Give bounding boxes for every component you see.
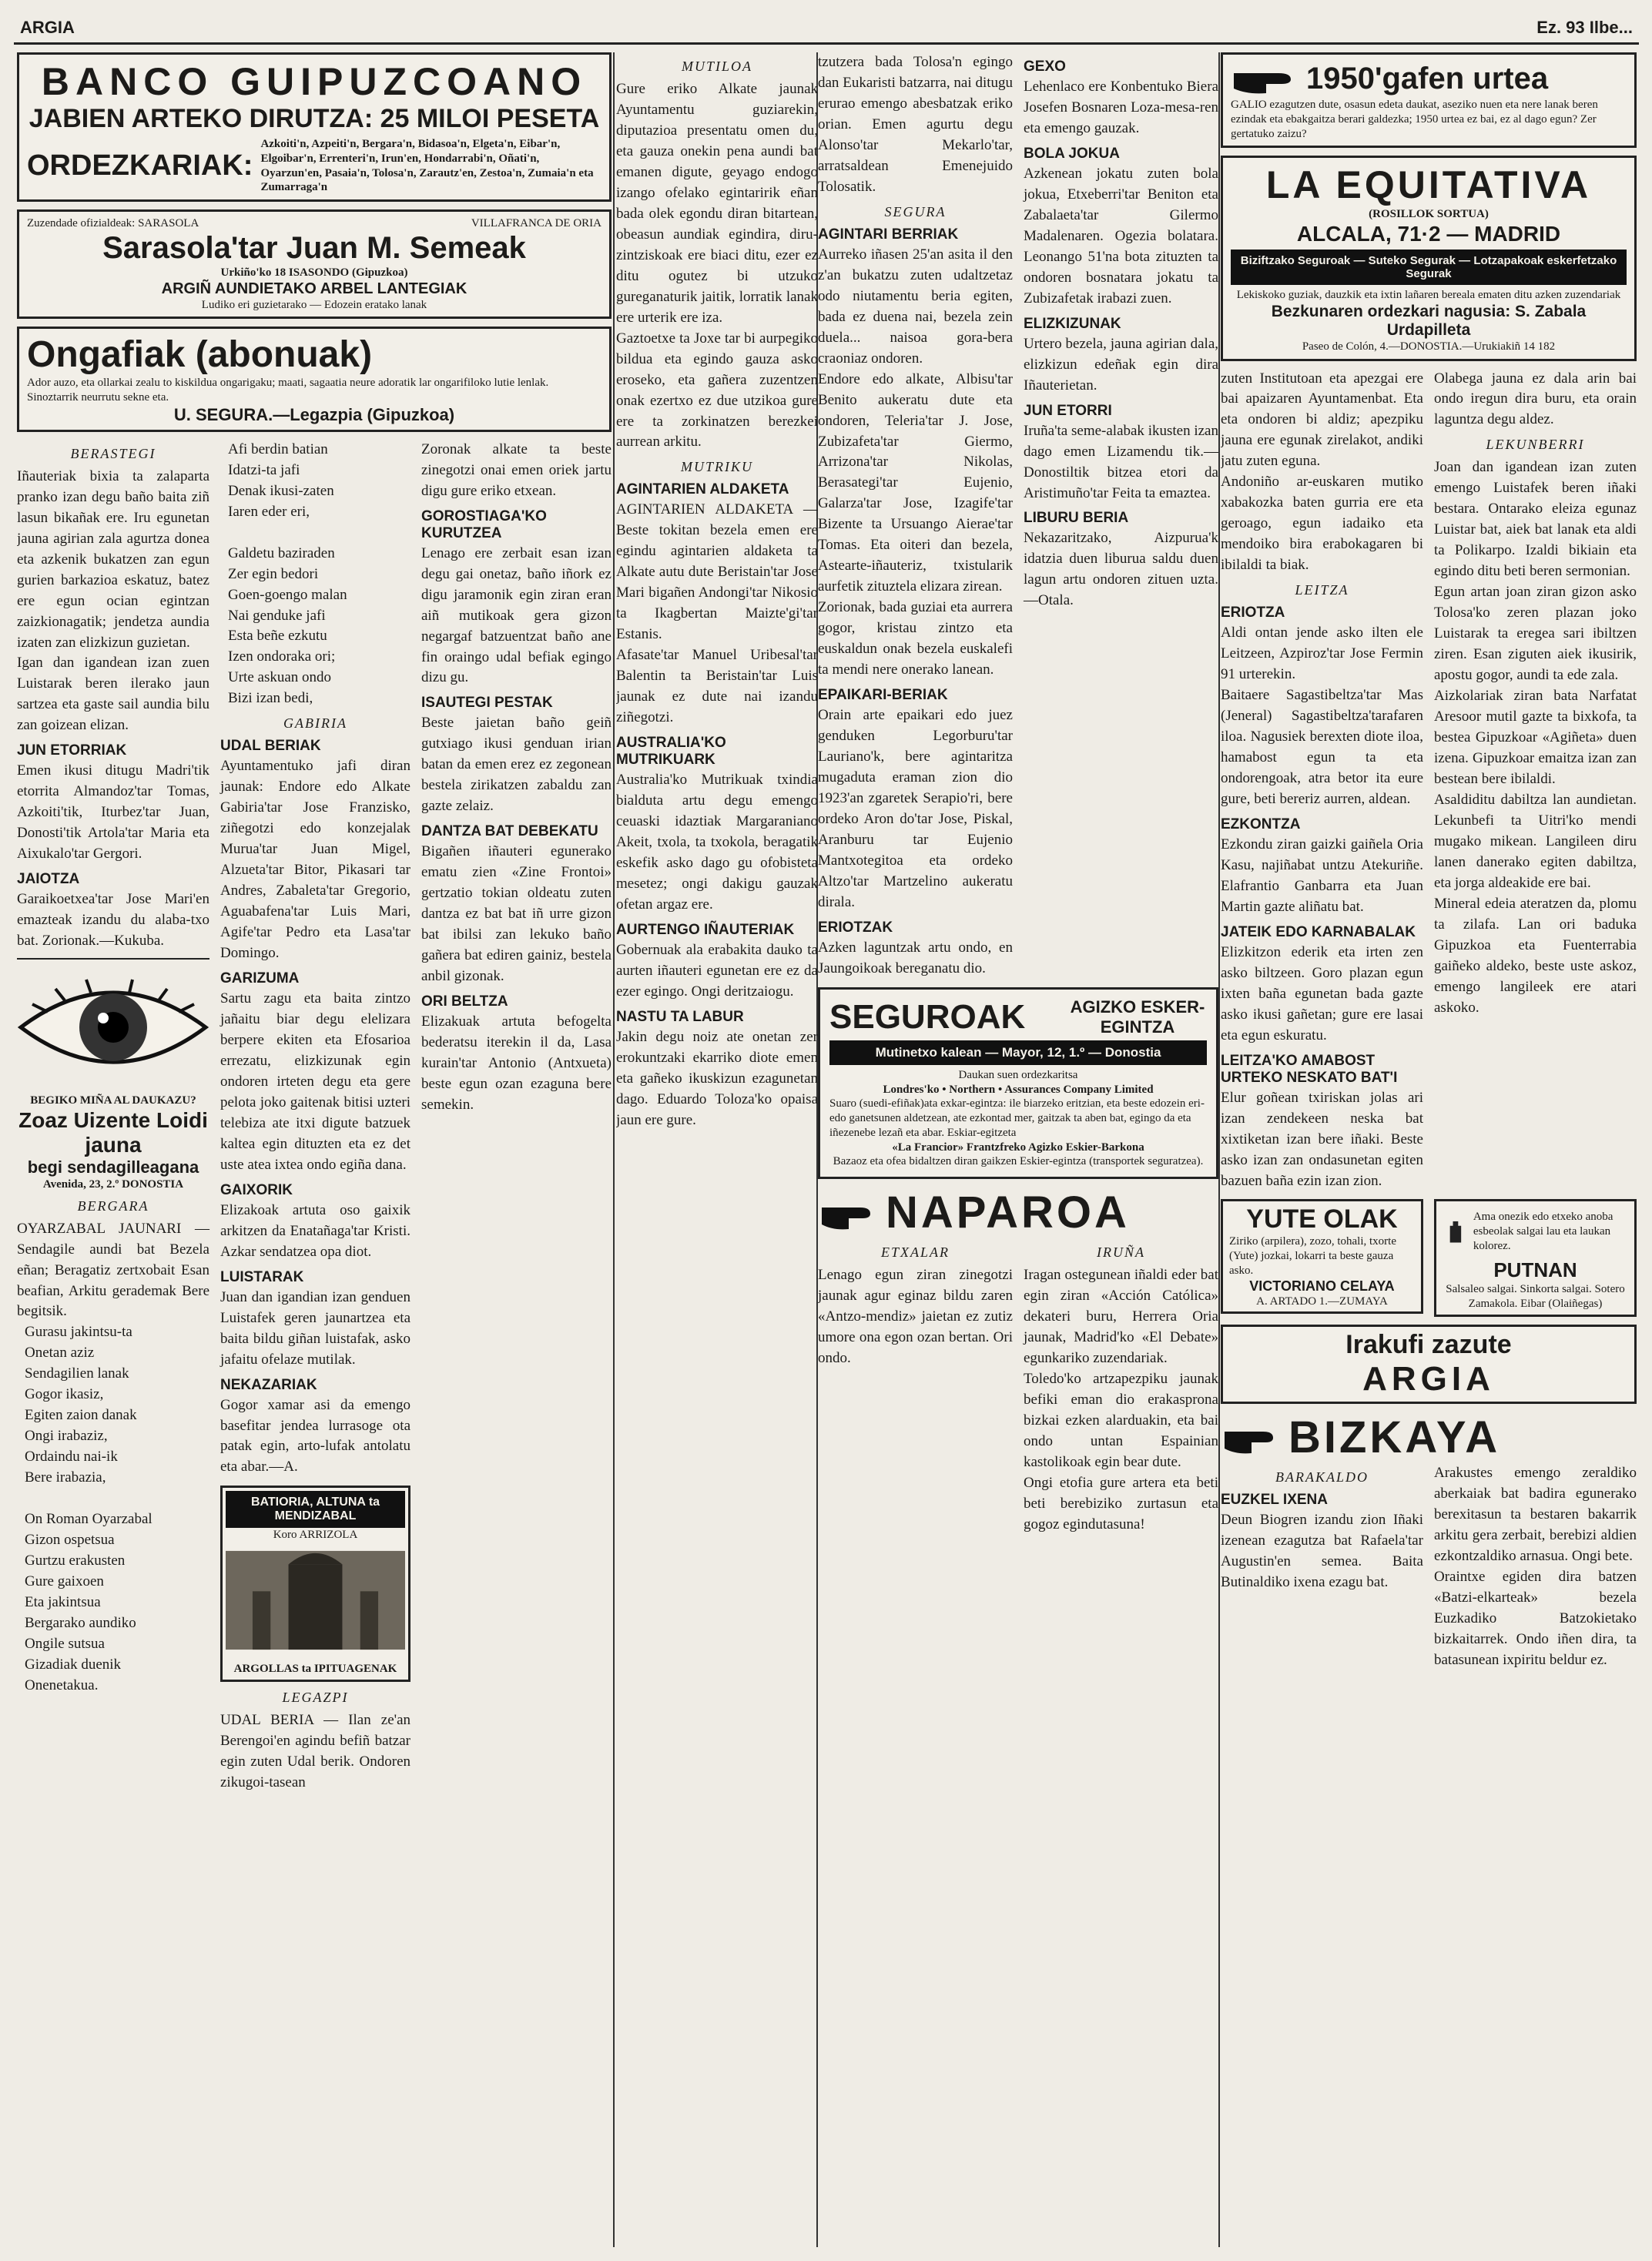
poem-line: Bergarako aundiko	[25, 1615, 136, 1631]
udal-beriak-text: Ayuntamentuko jafi diran jaunak: Endore edo Alkate Gabiria'tar Jose Franzisko, ziñegotzi edo konzejalak Murua'tar Juan Migel, Alzueta'tar Bitor, Pikasari tar Andres, Zabaleta'tar Gregorio, Aguabafena'tar Luis Mari, Agife'tar Pedro eta Lasa'tar Domingo.	[220, 758, 410, 962]
fifty-text: GALIO ezagutzen dute, osasun edeta daukat, aseziko nuen eta nere lanak beren ezindak eta ebakgaitza berari galdezka; 1950 urtea ez bai, ez al dago egun? Zer gertatuko zaizu?	[1231, 99, 1598, 140]
jun-etorri-text: Iruña'ta seme-alabak ikusten izan dago emen Lizamendu tik.—Donostiltik bitzea etori da Aristimuño'tar Feita ta emaztea.	[1024, 422, 1218, 501]
poem-line: Egiten zaion danak	[25, 1407, 137, 1424]
putnan-foot: Salsaleo salgai. Sinkorta salgai. Sotero Zamakola. Eibar (Olaiñegas)	[1446, 1283, 1625, 1311]
section-berastegi: BERASTEGI	[70, 445, 156, 461]
right-subcolumn-a	[1221, 369, 1423, 1192]
poem-line: Iaren eder eri,	[228, 503, 310, 520]
heading-elizkizunak: ELIZKIZUNAK	[1024, 315, 1121, 332]
c6-text-2: Andoniño ar-euskaren mutiko xabakozka baten gurria ere eta geroago, egun iadaiko eta mendoiko bira erabokagaren bi ibilaldi ta biak.	[1221, 474, 1423, 574]
poem-line	[228, 523, 410, 544]
eriotzak-text: Azken laguntzak artu ondo, en Jaungoikoak bereganatu dio.	[818, 939, 1013, 976]
poem-line: Gizon ospetsua	[25, 1532, 115, 1549]
agintari-text: Aurreko iñasen 25'an asita il den z'an bukatzu zuten udaltzetaz odo niutamentu beria egiten, bada ez duena nai, bezela zein duela... naisoa gora-bera craoniaz ondoren.	[818, 246, 1013, 367]
yute-ad	[1221, 1199, 1423, 1314]
gexo-text: Lehenlaco ere Konbentuko Biera Josefen Bosnaren Loza-mesa-ren eta emengo gauzak.	[1024, 79, 1218, 136]
banco-title: BANCO GUIPUZCOANO	[41, 60, 588, 103]
batiori-title: BATIORIA, ALTUNA ta MENDIZABAL	[226, 1491, 405, 1528]
poem-line: Gogor ikasiz,	[25, 1386, 104, 1403]
right-subcolumn-b	[1434, 369, 1637, 1192]
naparoa-title: NAPAROA	[886, 1187, 1130, 1238]
bizkaya-subcolumn-b	[1434, 1463, 1637, 1671]
australia-text: Australia'ko Mutrikuak txindia bialduta artu degu emengo ceuaski idaztiak Margaraniano Akeit, txola, ta txokola, beragatik eskefik asko dago gu ofobisteta mesetez; ongi dakigu gauzak ofetan argaz ere.	[616, 772, 818, 913]
jun-etorriak-text: Emen ikusi ditugu Madri'tik etorrita Almandoz'tar Tomas, Azkoiti'tik, Iturbez'tar Juan, Donosti'tik Artola'tar Maria eta Aixukalo'tar Gergori.	[17, 762, 209, 863]
heading-euzkel: EUZKEL IXENA	[1221, 1491, 1329, 1508]
seguroak-ad	[818, 987, 1218, 1179]
semeak-name: Sarasola'tar Juan M. Semeak	[102, 230, 526, 265]
bergara-poem	[17, 1322, 209, 1696]
poem-line: On Roman Oyarzabal	[25, 1511, 152, 1528]
poem-line: Idatzi-ta jafi	[228, 461, 300, 478]
putnan-ad	[1434, 1199, 1637, 1317]
poem-line: Ongi irabaziz,	[25, 1428, 108, 1445]
segura-subcolumn-b	[1024, 52, 1218, 980]
fifty-ad	[1221, 52, 1637, 148]
birthday-poem	[220, 440, 410, 710]
ezkontza-text: Ezkondu ziran gaizki gaiñela Oria Kasu, najiñabat untzu Atekuriñe. Elafrantio Ganbarra eta Juan Martin gazte aliñatu bat.	[1221, 836, 1423, 915]
heading-nekazariak: NEKAZARIAK	[220, 1376, 317, 1393]
elizkizunak-text: Urtero bezela, jauna agirian dala, elizkizun edeñak egin dira Iñauterietan.	[1024, 335, 1218, 394]
berastegi-text-2: Igan dan igandean izan zuen Luistarak beren ilerako jaun sartzea eta gaste sail aundia bilu zan goizean elizan.	[17, 655, 209, 734]
barakaldo-text-2: Oraintxe egiden dira batzen «Batzi-elkarteak» bezela Euzkadiko Batzokietako bizkaitarrek. Ondo iñen dira, ta batasunean ixpiritu beldur ez.	[1434, 1568, 1637, 1668]
equitativa-ad	[1221, 156, 1637, 360]
ongariak-footer: U. SEGURA.—Legazpia (Gipuzkoa)	[173, 404, 455, 424]
column-rule	[1218, 52, 1220, 2247]
euzkel-text: Deun Biogren izandu zion Iñaki izenean ezagutza bat Rafaela'tar Augustin'en semea. Baita Butinaldiko ixena ezagu bat.	[1221, 1511, 1423, 1590]
pointing-hand-icon	[818, 1191, 880, 1235]
poem-line: Galdetu baziraden	[228, 544, 335, 561]
poem-line: Gurtzu erakusten	[25, 1553, 126, 1569]
poem-line: Bizi izan bedi,	[228, 690, 313, 707]
banco-delegates: Azkoiti'n, Azpeiti'n, Bergara'n, Bidasoa'n, Elgeta'n, Eibar'n, Elgoibar'n, Errenteri'n, Irun'en, Hondarrabi'n, Oñati'n, Oyarzun'en, Pasaia'n, Tolosa'n, Zarautz'en, Zestoa'n, Zumaia'n eta Zumarraga'n	[260, 138, 594, 194]
semeak-header-right: VILLAFRANCA DE ORIA	[471, 217, 601, 229]
yute-title: YUTE OLAK	[1246, 1204, 1398, 1234]
left-subcolumn-b	[220, 440, 410, 1794]
semeak-line: ARGIÑ AUNDIETAKO ARBEL LANTEGIAK	[161, 280, 467, 297]
jateik-text: Elizkitzon ederik eta irten zen asko biltzeen. Goro plazan egun ixten baña egunetan bada gazte asko ikusi gañetan; gure ere lasai eta egun eskuratu.	[1221, 943, 1423, 1043]
section-lekunberri: LEKUNBERRI	[1486, 437, 1585, 453]
seguroak-sub2: Daukan suen ordezkaritsa	[958, 1068, 1078, 1081]
batiori-foot: ARGOLLAS ta IPITUAGENAK	[233, 1663, 397, 1676]
mutiloa-text: Gure eriko Alkate jaunak Ayuntamentu guziarekin, diputazioa presentatu omen du, eta gauza onekin pena aundi bat emanen digute, geyago endogo izango ofelako egintaririk eñan bada olek egondu diran bitartean, obeasun aundiak egindira, diru-zintziskoak ere biaci ditu, ezer ez ditu ogutez bi utzuko gureganaturik jaitik, lorratik lanak ere urterik ere iza.	[616, 81, 818, 326]
ori-beltza-text: Elizakuak artuta befogelta bederatsu iterekin il da, Lasa kurain'tar Antonio (Antxueta) beste egun ozan ezaguna bere semekin.	[421, 1013, 612, 1113]
poem-line: Urte askuan ondo	[228, 669, 332, 686]
yute-address: A. ARTADO 1.—ZUMAYA	[1256, 1295, 1388, 1308]
section-irun: IRUÑA	[1097, 1244, 1145, 1260]
legazpi-text: UDAL BERIA — Ilan ze'an Berengoi'en agindu befiñ batzar egin zuten Udal berik. Ondoren zikugoi-tasean	[220, 1711, 410, 1790]
right-ads-right	[1434, 1199, 1637, 1325]
heading-gorostiaga: GOROSTIAGA'KO KURUTZEA	[421, 507, 547, 541]
heading-udal-beriak: UDAL BERIAK	[220, 738, 321, 755]
heading-garizuma: GARIZUMA	[220, 970, 300, 987]
banco-guipuzcoano-ad	[17, 52, 612, 202]
right-ads-left	[1221, 1199, 1423, 1325]
semeak-ad	[17, 209, 612, 319]
seguroak-address: Mutinetxo kalean — Mayor, 12, 1.º — Donostia	[829, 1040, 1207, 1065]
divider	[17, 958, 209, 960]
dantza-text: Bigañen iñauteri egunerako ematu zien «Zine Frontoi» gertzatio tokian oldeatu zuten dantza ez bat bat iñ urre gizon bat ibilsi zan lekuko baño gañera bat ediren gainiz, bestela anbil gizonak.	[421, 843, 612, 985]
section-leitza: LEITZA	[1295, 582, 1349, 598]
poem-line: Goen-goengo malan	[228, 586, 347, 603]
heading-gexo: GEXO	[1024, 59, 1066, 75]
nastu-text: Jakin degu noiz ate onetan zer erokuntzaki ekarriko diote emen eta gañeko ikuskizun ezagunetan dago. Eduardo Toloza'ko opaisa jaun ere gure.	[616, 1028, 818, 1128]
left-subcolumn-a	[17, 440, 209, 1794]
yute-name: VICTORIANO CELAYA	[1249, 1278, 1395, 1294]
poem-line: Eta jakintsua	[25, 1594, 101, 1611]
eye-ad-sub: begi sendagilleagana	[27, 1157, 199, 1177]
segura-column	[818, 52, 1218, 1536]
poem-line: Afi berdin batian	[228, 440, 328, 457]
irun-text-2: Toledo'ko artzapezpiku jaunak befiki eman dio erakasprona bizkai ezken alarduakin, eta bai ondo untan Espainian kastolikoak egin bear dute.	[1024, 1370, 1218, 1470]
zorionak-text: Zorionak, bada guziai eta aurrera gogor, kristau zintzo eta euskaldun onak bezela euskalefi ta mendi nere onerako lanean.	[818, 599, 1013, 678]
eye-ad-address: Avenida, 23, 2.º DONOSTIA	[42, 1177, 184, 1191]
heading-ezkontza: EZKONTZA	[1221, 816, 1301, 832]
poem-line: Onetan aziz	[25, 1345, 95, 1362]
batiori-sub: Koro ARRIZOLA	[273, 1529, 358, 1542]
left-subcolumns	[17, 440, 612, 1794]
liburu-text: Nekazaritzako, Aizpurua'k idatzia duen liburua saldu duen lagun artu ondoren zituen uzta.—Otala.	[1024, 530, 1218, 609]
seguroak-sub: AGIZKO ESKER-EGINTZA	[1070, 997, 1205, 1037]
masthead-left: ARGIA	[20, 18, 75, 37]
equitativa-sub: (ROSILLOK SORTUA)	[1369, 208, 1489, 221]
heading-gaixorik: GAIXORIK	[220, 1181, 293, 1198]
equitativa-title: LA EQUITATIVA	[1265, 163, 1592, 207]
poem-line: Denak ikusi-zaten	[228, 482, 334, 499]
c6-text: zuten Institutoan eta apezgai ere bai apaizaren Ayuntamenbat. Eta eta ondoren bi aldiz; apezpiku jauna ere egunak zirelakot, andiki jatu zuten eguna.	[1221, 370, 1423, 470]
putnan-brand: PUTNAN	[1493, 1258, 1577, 1282]
equitativa-director: Bezkunaren ordezkari nagusia: S. Zabala Urdapilleta	[1271, 302, 1587, 339]
heading-jun-etorri: JUN ETORRI	[1024, 402, 1112, 419]
lekunberri-text: Joan dan igandean izan zuten emengo Luistafek beren iñaki bestara. Ontarako eleiza egunaz Luistar bat, aiek bat lanak eta aldi ta Polikarpo. Izaldi bikiain eta egindo ditu beti beren sermonian.	[1434, 459, 1637, 580]
irakurri-argia: ARGIA	[1362, 1359, 1495, 1398]
seguroak-french: «La Francior» Frantzfreko Agizko Eskier-Barkona	[892, 1141, 1144, 1154]
seguroak-title: SEGUROAK	[829, 997, 1026, 1036]
irun-text: Iragan ostegunean iñaldi eder bat egin ziran «Acción Católica» dekateri buru, Herrera Oria jaunak, Madrid'ko «El Debate» egunkariko zuzendariak.	[1024, 1267, 1218, 1366]
lekunberri-text-2: Egun artan joan ziran gizon asko Tolosa'ko zeren plazan joko Luistarak ta eregea sari ibiltzen ziren. Esan ziguten aiek ikusirik, apostu gogor, aundi ta ede zala.	[1434, 584, 1637, 684]
seguroak-fire: Suaro (suedi-efiñak)ata exkar-egintza: ile biarzeko eritzian, eta beste edozein eri-edo ganetsunen aldetzean, ate ezkontad mer, gaitzak ta aben bat, egingo da eta iñezenebe lezañ eta abar. Eskiar-egitzeta	[829, 1097, 1205, 1139]
heading-aurtengo: AURTENGO IÑAUTERIAK	[616, 921, 795, 938]
naparoa-subcolumns	[818, 1238, 1218, 1536]
naparoa-subcolumn-b	[1024, 1238, 1218, 1536]
mutiloa-text-2: Gaztoetxe ta Joxe tar bi aurpegiko bildua eta egindo gauza asko eroseko, eta gañera zuzentzen onak ezertxo ez due utzikoa gure ere ta zorkinatzen berezkei aurrean arkitu.	[616, 330, 818, 451]
right-column	[1221, 52, 1637, 1671]
poem-line: Bere irabazia,	[25, 1469, 106, 1486]
poem-line: Nai genduke jafi	[228, 607, 326, 624]
poem-line: Esta beñe ezkutu	[228, 628, 327, 645]
poem-line: Gure gaixoen	[25, 1573, 104, 1590]
banco-capital: JABIEN ARTEKO DIRUTZA: 25 MILOI PESETA	[28, 104, 600, 133]
masthead-right: Ez. 93 Ilbe...	[1536, 18, 1633, 37]
seguroak-company: Londres'ko • Northern • Assurances Company Limited	[883, 1083, 1154, 1096]
equitativa-note: Lekiskoko guziak, dauzkik eta ixtin lañaren bereala ematen ditu azken zuzendariak	[1236, 289, 1621, 301]
right-ads-row	[1221, 1199, 1637, 1325]
heading-leitza-amabost: LEITZA'KO AMABOST URTEKO NESKATO BAT'I	[1221, 1052, 1398, 1086]
batiori-ad	[220, 1486, 410, 1682]
semeak-tagline: Ludiko eri guzietarako — Edozein eratako lanak	[201, 298, 427, 311]
agintari-text-2: Endore edo alkate, Albisu'tar Benito aukeratu dute eta ondoren, Teleria'tar J. Jose, Zubizafeta'tar Giermo, Arrizona'tar Nikolas, Berasategi'tar Eujenio, Galarza'tar Jose, Izagife'tar Bizente ta Ursuango Aierae'tar Tomas. Eta oiteri dan bezela, Astearte-iñauteriz, txistularik aurfetik zituztela elizara zirean.	[818, 370, 1013, 595]
heading-jun-etorriak: JUN ETORRIAK	[17, 742, 127, 759]
ongariak-ad	[17, 327, 612, 432]
heading-eriotzak: ERIOTZAK	[818, 919, 893, 936]
eye-ad	[17, 1094, 209, 1192]
heading-agintari-berriak: AGINTARI BERRIAK	[818, 226, 959, 243]
bizkaya-subcolumn-a	[1221, 1463, 1423, 1671]
heading-nastu: NASTU TA LABUR	[616, 1008, 744, 1025]
putnan-text: Ama onezik edo etxeko anoba esbeolak salgai lau eta laukan kolorez.	[1473, 1211, 1613, 1252]
poem-line: Zer egin bedori	[228, 565, 319, 582]
leitza-eriotzak: Aldi ontan jende asko ilten ele Leitzeen, Azpiroz'tar Jose Fermin 91 urterekin.	[1221, 625, 1423, 683]
heading-jateik: JATEIK EDO KARNABALAK	[1221, 923, 1416, 940]
naparoa-subcolumn-a	[818, 1238, 1013, 1536]
heading-ori-beltza: ORI BELTZA	[421, 993, 508, 1010]
berastegi-text: Iñauteriak bixia ta zalaparta pranko izan degu baño baita ziñ lasun bikañak ere. Iru egunetan jauna agirian zala agurtza donea eta azkenik bukatzen zan egun gurien barkazioa eskatuz, batez ere egun ocian egintzan zaizkionagatik; jendetza aundia izaten zan elizkizun guzietan.	[17, 467, 209, 651]
etxalar-text: Lenago egun ziran zinegotzi jaunak agur eginaz bildu zaren «Antzo-mendiz» jaietan ez zutiz umore ona egon ozan bertan. Ori ondo.	[818, 1267, 1013, 1366]
barakaldo-text: Arakustes emengo zeraldiko aberkaiak bat badira egunerako berexitasun ta bestaren bakarrik arkitu gera zerbait, berebizi aldien ezkontzaldiko arnasua. Ongi bete.	[1434, 1464, 1637, 1564]
garizuma-text: Sartu zagu eta baita zintzo jañaitu biar degu elelizara berpere ekiten eta Efosarioa errezatu, elizkizunak egin ondoren irteten degu eta gere pelota joko gaitenak bitisi uzteri telebiza ate itxi digute batzuek kaltea egin dituzten eta ez det uste atea ixtea ondo egiña dana.	[220, 990, 410, 1173]
luistarak-text: Juan dan igandian izan genduen Luistafek geren jaunartzea eta baita bildu giñan luistafak, asko jafaitu ofelaze mutilak.	[220, 1288, 410, 1368]
ongariak-title: Ongafiak (abonuak)	[27, 334, 373, 376]
left-subcolumn-c	[421, 440, 612, 1794]
equitativa-line: Biziftzako Seguroak — Suteko Segurak — Lotzapakoak eskerfetzako Segurak	[1231, 250, 1627, 285]
heading-jaiotza: JAIOTZA	[17, 871, 80, 888]
equitativa-address: ALCALA, 71·2 — MADRID	[1296, 222, 1561, 246]
heading-australia: AUSTRALIA'KO MUTRIKUARK	[616, 735, 726, 769]
church-illustration	[226, 1543, 405, 1658]
heading-eriotza: ERIOTZA	[1221, 605, 1285, 621]
section-etxalar: ETXALAR	[881, 1244, 950, 1260]
heading-epaikari: EPAIKARI-BERIAK	[818, 687, 948, 704]
lekunberri-text-4: Asaldiditu dabiltza lan aundietan. Lekunbefi ta Uitri'ko mendi mugako mikean. Langileen diru lanen danerako egiten dabiltza, eta jorga aldeakide ere bai.	[1434, 791, 1637, 891]
poem-line	[25, 1489, 209, 1509]
page-masthead	[14, 6, 1639, 45]
poem-line: Gizadiak duenik	[25, 1656, 122, 1673]
leitza-text-2: Baitaere Sagastibeltza'tar Mas (Jeneral) Sagastibeltza'tarafaren iloa. Nagusiek berexten diote iloa, hamabost egun ta eta ondorengoak, atra betor ita eure gure, beti bereriz aurren, aldean.	[1221, 687, 1423, 807]
section-bergara: BERGARA	[77, 1197, 149, 1214]
mutiloa-column	[616, 52, 818, 1131]
lekunberri-text-5: Mineral edeia ateratzen da, plomu ta zilafa. Lan ori baduka Gipuzkoa eta Fuenterrabia gaiñeko aldeko, beste uste askoz, emengo langileek ere atari askoko.	[1434, 895, 1637, 1016]
banco-delegates-label: ORDEZKARIAK:	[27, 149, 253, 182]
segura-subcolumns	[818, 52, 1218, 980]
left-column	[17, 52, 612, 1794]
pointing-hand-icon	[1221, 1415, 1282, 1459]
column-rule	[613, 52, 615, 2247]
aurtengo-text: Gobernuak ala erabakita dauko ta aurten iñauteri egunetan ere ez da ezer egingo. Ongi deritzaiogu.	[616, 941, 818, 1000]
heading-dantza: DANTZA BAT DEBEKATU	[421, 823, 598, 840]
bola-jokua-text: Azkenean jokatu zuten bola jokua, Etxeberri'tar Beniton eta Zabalaeta'tar Gilermo Madalenaren. Ogezia bolatara. Leonango 51'na bota zituzten ta ondoren bosnatara jokatu ta Zubizafetak irabazi zuen.	[1024, 165, 1218, 306]
section-gabiria: GABIRIA	[283, 715, 347, 732]
heading-agintarien-aldaketa: AGINTARIEN ALDAKETA	[616, 481, 789, 498]
bizkaya-header	[1221, 1412, 1637, 1463]
heading-isautegi: ISAUTEGI PESTAK	[421, 695, 553, 712]
yute-text: Ziriko (arpilera), zozo, tohali, txorte (Yute) jozkai, lokarri ta beste gauza asko.	[1229, 1235, 1396, 1277]
equitativa-director-addr: Paseo de Colón, 4.—DONOSTIA.—Urukiakiñ 14 182	[1302, 340, 1556, 353]
gorostiaga-text: Lenago ere zerbait esan izan degu gai onetaz, baño iñork ez digu jaramonik egin ziran eran aiñ mutikoak gera gizon negargaf batzuentzat baño ane fin oraingo udal befiak egingo dizu gu.	[421, 544, 612, 686]
section-barakaldo: BARAKALDO	[1275, 1469, 1369, 1485]
isautegi-text: Beste jaietan baño geiñ gutxiago ikusi genduan irian batan da emen erez ez zegonean bestela zirikatzen zabaldu zan gazte zelaiz.	[421, 715, 612, 815]
section-mutiloa: MUTILOA	[681, 59, 752, 74]
bizkaya-title: BIZKAYA	[1288, 1412, 1501, 1462]
poem-line: Ordaindu nai-ik	[25, 1449, 118, 1465]
segura-subcolumn-a	[818, 52, 1013, 980]
naparoa-header	[818, 1187, 1218, 1238]
c6-text-3: Olabega jauna ez dala arin bai ondo iregun dira buru, eta orain laguntza degu aldez.	[1434, 370, 1637, 428]
heading-liburu-beria: LIBURU BERIA	[1024, 510, 1129, 527]
heading-bola-jokua: BOLA JOKUA	[1024, 145, 1120, 162]
pointing-hand-icon	[1231, 59, 1300, 98]
section-legazpi: LEGAZPI	[282, 1689, 349, 1705]
poem-line: Onenetakua.	[25, 1676, 99, 1693]
lekunberri-text-3: Aizkolariak ziran bata Narfatat Aresoor mutil gazte ta bixkofa, ta bestea Gipuzkoar «Agiñeta» duen izena. Gipuzkoar emaitza izan zan bestean bere ibilaldi.	[1434, 688, 1637, 787]
epaikari-text: Orain arte epaikari edo juez genduken Legorburu'tar Lauriano'k, bere agintaritza mugaduta eraman zion dio 1923'an zgaretek Serapio'ri, bere ordeko Aron do'tar Jose, Piskal, Aranburu tar Eujenio Mantxotegitoa eta ordeko Altzo'tar Martzelino aukeratu dirala.	[818, 707, 1013, 910]
semeak-header-left: Zuzendade ofizialdeak: SARASOLA	[27, 217, 199, 229]
leitza-amabost-text: Elur goñean txiriskan jolas ari izan zendekeen neska bat xixtiketan izan bere iñaki. Beste asko izan zan ondasunetan egiten bazuen baña ezin izan zion.	[1221, 1089, 1423, 1189]
heading-luistarak: LUISTARAK	[220, 1268, 304, 1285]
right-subcolumns	[1221, 369, 1637, 1192]
section-segura: SEGURA	[884, 203, 947, 219]
gaixorik-text: Elizakoak artuta oso gaixik arkitzen da Enatañaga'tar Kristi. Azkar sendatzea opa diot.	[220, 1201, 410, 1260]
jaiotza-text: Garaikoetxea'tar Jose Mari'en emazteak izandu du alaba-txo bat. Zorionak.—Kukuba.	[17, 891, 209, 950]
irakurri-ad	[1221, 1325, 1637, 1404]
irakurri-title: Irakufi zazute	[1345, 1329, 1512, 1359]
nekazariak-text: Gogor xamar asi da emengo basefitar jendea lurrasoge ota patak egin, arto-lufak antolatu eta abar.—A.	[220, 1396, 410, 1476]
segura-intro: tzutzera bada Tolosa'n egingo dan Eukaristi batzarra, nai ditugu erurao emengo abesbatzak eriko orian. Emen agurtu degu Alonso'tar Mekarlo'tar, arratsaldean Emenejuido Tolosatik.	[818, 54, 1013, 195]
poem-line: Sendagilien lanak	[25, 1365, 129, 1382]
section-mutriku: MUTRIKU	[681, 459, 753, 475]
poem-line: Ongile sutsua	[25, 1635, 105, 1652]
mutriku-text: AGINTARIEN ALDAKETA — Beste tokitan bezela emen ere egindu agintarien aldaketa ta Alkate autu dute Beristain'tar Jose Mari bigañen Andongi'tar Nikosio ta Ikagbertan Maizte'gi'tar Estanis.	[616, 501, 818, 643]
bergara-text: OYARZABAL JAUNARI — Sendagile aundi bat Bezela eñan; Beragatiz zertxobait Esan beafian, Arkitu gerademak Bere begitsik.	[17, 1220, 209, 1320]
bizkaya-subcolumns	[1221, 1463, 1637, 1671]
poem-line: Gurasu jakintsu-ta	[25, 1324, 132, 1341]
eye-ad-name: Zoaz Uizente Loidi jauna	[18, 1107, 208, 1157]
ongariak-text: Ador auzo, eta ollarkai zealu to kiskildua ongarigaku; maati, sagaatia neure adoratik lar ongarifiloko lutie lenlak. Sinoztarrik neurrutu sekne eta.	[27, 377, 549, 404]
semeak-address: Urkiño'ko 18 ISASONDO (Gipuzkoa)	[220, 266, 408, 279]
irun-text-3: Ongi etofia gure artera eta beti beti berebiziko zurtasun eta gogoz egindutasuna!	[1024, 1474, 1218, 1532]
eye-ad-question: BEGIKO MIÑA AL DAUKAZU?	[30, 1094, 196, 1107]
eye-icon	[17, 966, 209, 1089]
poem-line: Izen ondoraka ori;	[228, 648, 336, 665]
zoronak-text: Zoronak alkate ta beste zinegotzi onai emen oriek jartu digu gure eriko etxean.	[421, 440, 612, 499]
fifty-title: 1950'gafen urtea	[1306, 61, 1549, 95]
dye-bottle-icon	[1443, 1204, 1469, 1258]
mutriku-text-2: Afasate'tar Manuel Uribesal'tar Balentin ta Beristain'tar Luis jaunak ez dute nai izandu ziñegotzi.	[616, 647, 818, 726]
seguroak-footer: Bazaoz eta ofea bidaltzen diran gaikzen Eskier-egintza (transportek seguratzea).	[833, 1155, 1204, 1168]
